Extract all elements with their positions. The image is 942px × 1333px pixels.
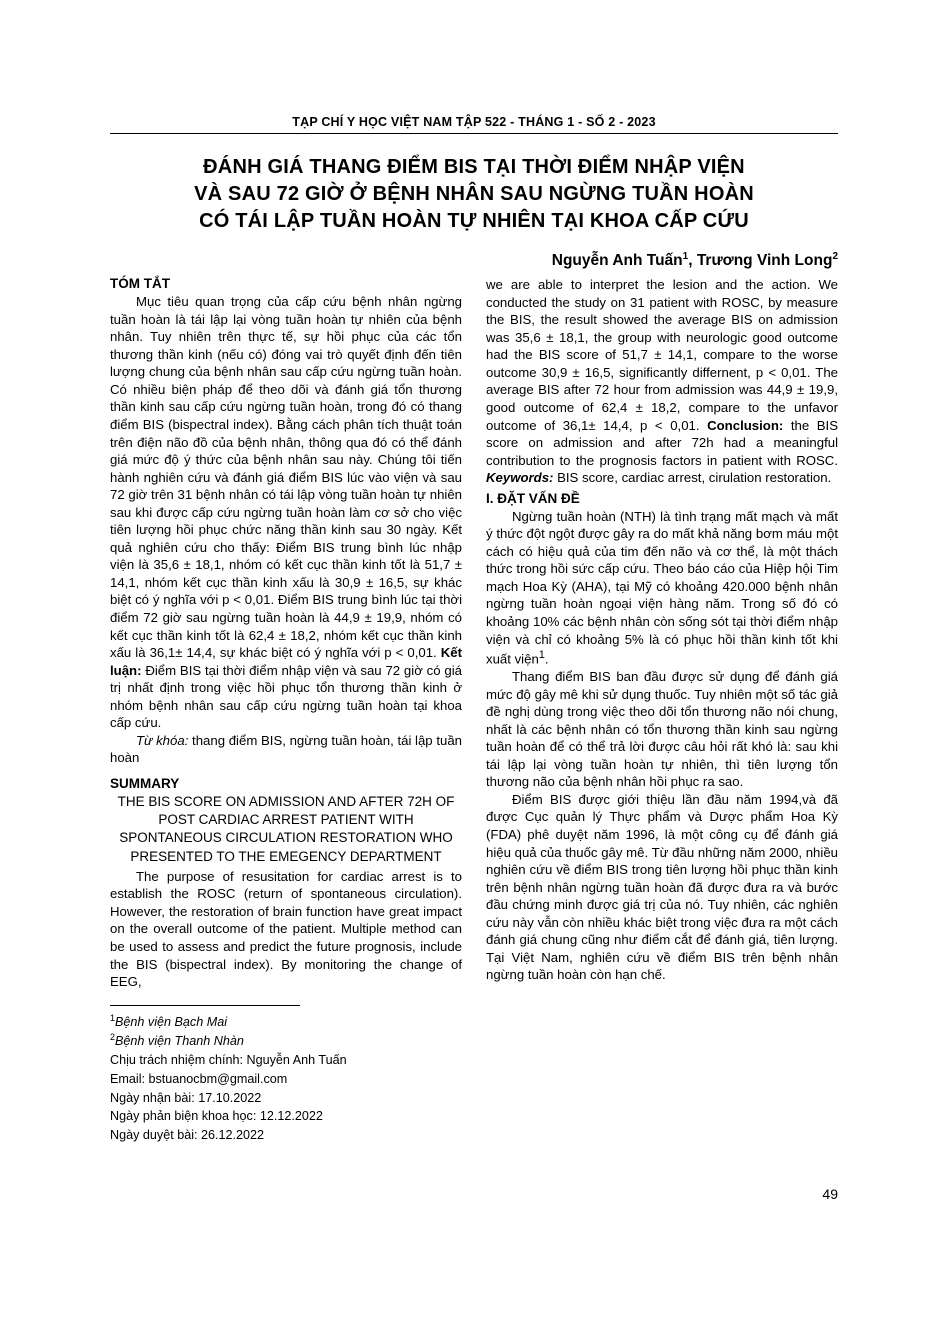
affiliation-2 bbox=[110, 1031, 462, 1051]
summary-title: THE BIS SCORE ON ADMISSION AND AFTER 72H OF POST CARDIAC ARREST PATIENT WITH SPONTANEOUS CIRCULATION RESTORATION WHO PRESENTED TO THE EMEGENCY DEPARTMENT bbox=[117, 793, 455, 864]
two-column-body bbox=[110, 276, 838, 1144]
author-2-name: , Trương Vinh Long bbox=[688, 252, 833, 270]
author-1-affiliation-marker: 1 bbox=[682, 251, 689, 262]
article-title-line-3: CÓ TÁI LẬP TUẦN HOÀN TỰ NHIÊN TẠI KHOA CẤP CỨU bbox=[199, 210, 749, 232]
abstract-text: Mục tiêu quan trọng của cấp cứu bệnh nhân ngừng tuần hoàn là tái lập lại vòng tuần hoàn tự nhiên của bệnh nhân. Tuy nhiên trên thực tế, sự hồi phục của các tổn thương thần kinh (nếu có) đóng vai trò quyết định đến tiên lượng chung của bệnh nhân sau cấp cứu ngừng tuần hoàn. Có nhiều biện pháp để theo dõi và đánh giá tổn thương thần kinh sau cấp cứu ngừng tuần hoàn, trong đó có thang điểm BIS (bispectral index). Bằng cách phân tích thuật toán trên điện não đồ của bệnh nhân, thông qua đó có thể đánh giá mức độ ý thức của bệnh nhân sau này. Chúng tôi tiến hành nghiên cứu và đánh giá điểm BIS lúc vào viện và sau 72 giờ trên 31 bệnh nhân có tái lập vòng tuần hoàn tự nhiên sau khi được cấp cứu ngừng tuần hoàn làm cơ sở cho việc tiên lượng hồi phục chức năng thần kinh sau 30 ngày. Kết quả nghiên cứu cho thấy: Điểm BIS trung bình lúc nhập viện là 35,6 ± 18,1, nhóm có kết cục thần kinh tốt là 51,7 ± 14,1, nhóm kết cục thần kinh xấu là 30,9 ± 16,5, sự khác biệt có ý nghĩa với p < 0,01. Điểm BIS trung bình lúc tại thời điểm 72 giờ sau ngừng tuần hoàn là 44,9 ± 19,9, nhóm có kết cục thần kinh tốt là 62,4 ± 18,2, nhóm kết cục thần kinh xấu là 36,1± 14,4, sự khác biệt có ý nghĩa với p < 0,01. bbox=[110, 294, 462, 661]
citation-marker-1: 1 bbox=[538, 649, 545, 662]
page-number: 49 bbox=[822, 1186, 838, 1202]
corresponding-email: Email: bstuanocbm@gmail.com bbox=[110, 1071, 288, 1086]
journal-header: TẠP CHÍ Y HỌC VIỆT NAM TẬP 522 - THÁNG 1 - SỐ 2 - 2023 bbox=[110, 115, 838, 134]
footnote-divider bbox=[110, 1005, 300, 1006]
keywords-label-vi: Từ khóa: bbox=[136, 732, 189, 748]
keywords-paragraph-vi bbox=[110, 732, 462, 767]
abstract-paragraph bbox=[110, 293, 462, 732]
author-2-affiliation-marker: 2 bbox=[832, 251, 838, 262]
introduction-paragraph-2: Thang điểm BIS ban đầu được sử dụng để đánh giá mức độ gây mê khi sử dụng thuốc. Tuy nhiên một số tác giả đề nghị dùng trong việc theo dõi tổn thương não nói chung, nhất là các bệnh nhân có tổn thương thần kinh sau ngừng tuần hoàn để có thể trả lời được câu hỏi rất khó là: sau khi tái lập lại vòng tuần hoàn tự nhiên, thì tiên lượng tổn thương não của bệnh nhân hồi phục ra sao. bbox=[486, 669, 838, 790]
accepted-date: Ngày duyệt bài: 26.12.2022 bbox=[110, 1127, 265, 1142]
review-date: Ngày phản biện khoa học: 12.12.2022 bbox=[110, 1109, 323, 1124]
article-title bbox=[110, 154, 838, 235]
summary-heading: SUMMARY bbox=[110, 775, 180, 791]
keywords-label-en: Keywords: bbox=[486, 470, 554, 486]
affiliation-1 bbox=[110, 1012, 462, 1032]
abstract-heading: TÓM TẮT bbox=[110, 276, 170, 292]
summary-continued-text: we are able to interpret the lesion and the action. We conducted the study on 31 patient with ROSC, by measure the BIS, the result showed the average BIS on admission was 35,6 ± 18,1, the group with neurologic good outcome had the BIS score of 51,7 ± 14,1, compare to the worse outcome 30,9 ± 16,5, significantly differnent, p < 0,01. The average BIS after 72 hour from admission was 44,9 ± 19,9, good outcome of 62,4 ± 18,2, compare to the unfavor outcome of 36,1± 14,4, p < 0,01. bbox=[486, 277, 838, 433]
received-date: Ngày nhận bài: 17.10.2022 bbox=[110, 1090, 262, 1105]
corresponding-author: Chịu trách nhiệm chính: Nguyễn Anh Tuấn bbox=[110, 1053, 347, 1068]
abstract-conclusion-text: Điểm BIS tại thời điểm nhập viện và sau 72 giờ có giá trị nhất định trong việc hồi phục tổn thương thần kinh ở nhóm bệnh nhân sau cấp cứu ngừng tuần hoàn tại khoa cấp cứu. bbox=[110, 662, 462, 731]
keywords-text-vi: thang điểm BIS, ngừng tuần hoàn, tái lập tuần hoàn bbox=[110, 732, 462, 766]
author-1-name: Nguyễn Anh Tuấn bbox=[551, 252, 683, 270]
abstract-conclusion-label: Kết luận: bbox=[110, 645, 462, 678]
keywords-text-en: BIS score, cardiac arrest, cirulation restoration. bbox=[553, 470, 832, 486]
summary-paragraph: The purpose of resusitation for cardiac arrest is to establish the ROSC (return of spontaneous circulation). However, the restoration of brain function have great impact on the overall outcome of the patient. Multiple method can be used to assess and predict the future prognosis, include the BIS (bispectral index). By monitoring the change of EEG, bbox=[110, 868, 462, 990]
affiliation-1-text: Bệnh viện Bạch Mai bbox=[115, 1014, 228, 1029]
summary-conclusion-label: Conclusion: bbox=[707, 417, 784, 433]
summary-conclusion-text: the BIS score on admission and after 72h had a meaningful contribution to the prognosis factors in patient with ROSC. bbox=[486, 417, 839, 468]
affiliation-2-marker: 2 bbox=[110, 1032, 116, 1043]
right-column bbox=[486, 276, 838, 1144]
introduction-p1-text: Ngừng tuần hoàn (NTH) là tình trạng mất mạch và mất ý thức đột ngột được gây ra do mất khả năng bơm máu một cách có hiệu quả của tim đến não và cơ thể, là một thách thức trong hồi sức cấp cứu. Theo báo cáo của Hiệp hội Tim mạch Hoa Kỳ (AHA), tại Mỹ có khoảng 420.000 bệnh nhân ngừng tuần hoàn ngoại viện hàng năm. Trong số đó có khoảng 10% các bệnh nhân còn sống sót tại thời điểm nhập viện và chỉ có khoảng 5% là có phục hồi thần kinh tốt khi xuất viện bbox=[486, 508, 838, 667]
article-title-line-1: ĐÁNH GIÁ THANG ĐIỂM BIS TẠI THỜI ĐIỂM NHẬP VIỆN bbox=[203, 156, 745, 178]
article-authors bbox=[110, 251, 838, 270]
introduction-paragraph-3: Điểm BIS được giới thiệu lần đầu năm 1994,và đã được Cục quản lý Thực phẩm và Dược phẩm Hoa Kỳ (FDA) phê duyệt năm 1996, là một công cụ để đánh giá hiệu quả của thuốc gây mê. Từ đầu những năm 2000, nhiều nghiên cứu về điểm BIS trong tiên lượng hồi phục thần kinh trên bệnh nhân ngừng tuần hoàn đã được đưa ra và bước đầu chứng minh được giá trị của nó. Tuy nhiên, các nghiên cứu này vẫn còn nhiều khác biệt trong việc đưa ra một cách đánh giá chung cũng như điểm cắt để đánh giá, tiên lượng. Tại Việt Nam, nghiên cứu về điểm BIS trên bệnh nhân ngừng tuần hoàn còn hạn chế. bbox=[486, 791, 838, 983]
footnotes bbox=[110, 1012, 462, 1145]
article-title-line-2: VÀ SAU 72 GIỜ Ở BỆNH NHÂN SAU NGỪNG TUẦN HOÀN bbox=[194, 183, 754, 205]
page-content bbox=[110, 115, 838, 1144]
section-heading-introduction: I. ĐẶT VẤN ĐỀ bbox=[486, 490, 580, 506]
affiliation-1-marker: 1 bbox=[110, 1012, 116, 1023]
left-column bbox=[110, 276, 462, 1144]
summary-continued-paragraph bbox=[486, 276, 838, 487]
affiliation-2-text: Bệnh viện Thanh Nhàn bbox=[115, 1034, 244, 1049]
introduction-paragraph-1 bbox=[486, 508, 838, 668]
introduction-p1-end: . bbox=[544, 651, 549, 667]
